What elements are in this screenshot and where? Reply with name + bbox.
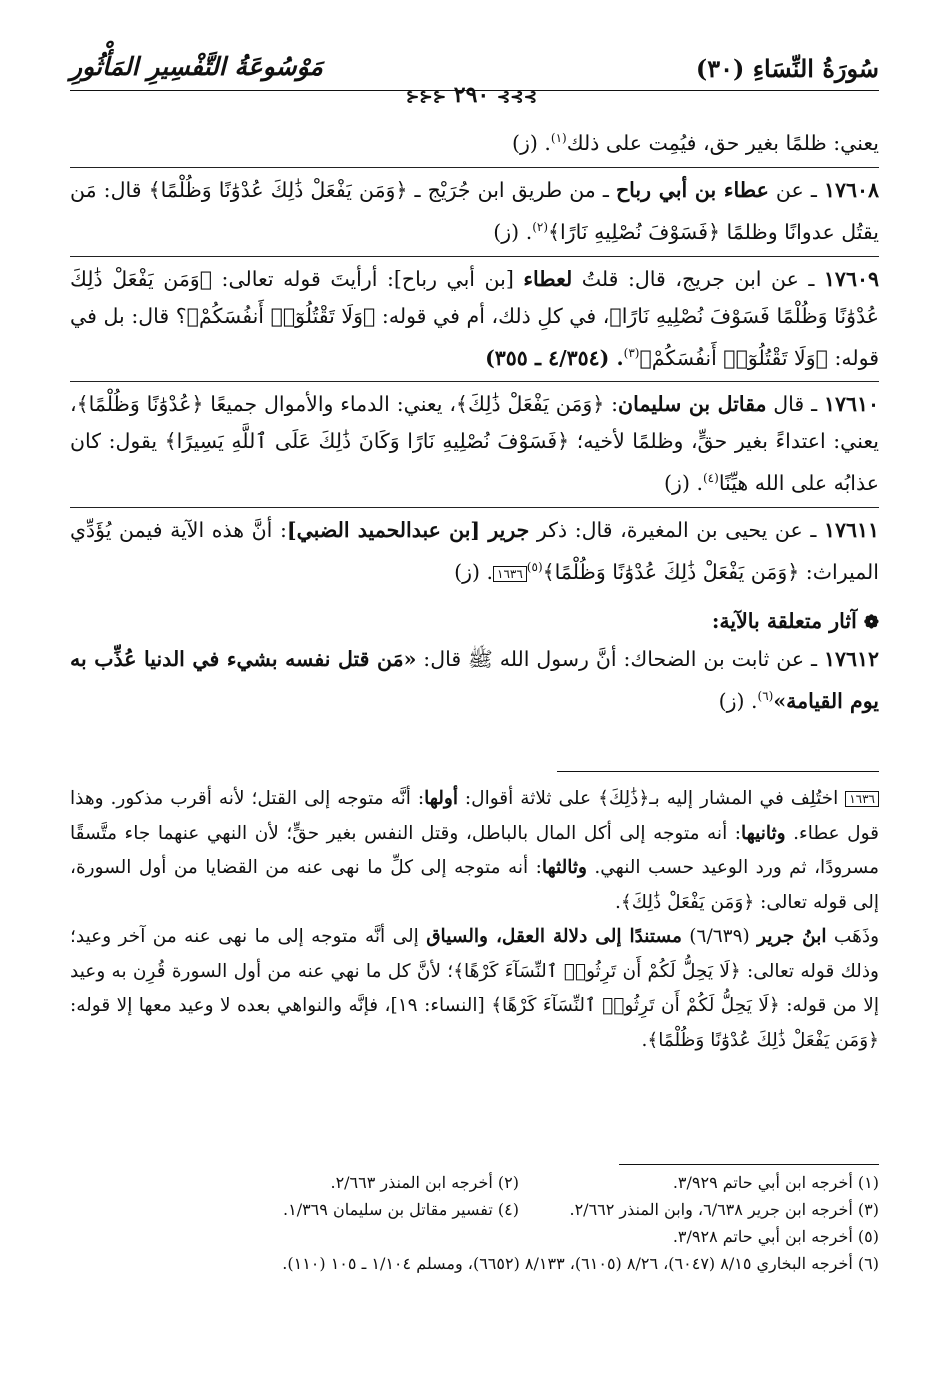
athar-number: ١٧٦١٢ <box>823 647 880 672</box>
surah-title: سُورَةُ النِّسَاءِ (٣٠) <box>695 54 879 83</box>
footnote-ref: (٣) <box>623 345 640 360</box>
athar-entry: ١٧٦١٠ ـ قال مقاتل بن سليمان: ﴿وَمَن يَفْعَلْ ذَٰلِكَ﴾، يعني: الدماء والأموال جميعًا ﴿عُدْوَٰنًا وَظُلْمًا﴾، يعني: اعتداءً بغير حقٍّ، وظلمًا لأخيه؛ ﴿فَسَوْفَ نُصْلِيهِ نَارًا وَكَانَ ذَٰلِكَ عَلَى ٱللَّهِ يَسِيرًا﴾ يقول: كان عذابُه على الله هيِّنًا$^{(٤)}$. (ز) <box>70 392 879 496</box>
narrator-name: لعطاء <box>523 266 573 291</box>
note-number-box: ١٦٣٦ <box>845 791 879 807</box>
footnote-row <box>70 1223 879 1250</box>
footnote: (٤) تفسير مقاتل بن سليمان ١/٣٦٩. <box>283 1200 519 1219</box>
athar-number: ١٧٦١٠ <box>823 392 879 417</box>
footnote-ref: (٤) <box>702 471 719 486</box>
note-paragraph: وذَهَب ابنُ جرير (٦/٦٣٩) مستندًا إلى دلالة العقل، والسياق إلى أنَّه متوجه إلى ما نهى عنه من آخر وعيد؛ وذلك قوله تعالى: ﴿لَا يَحِلُّ لَكُمْ أَن تَرِثُوا۟ ٱلنِّسَآءَ كَرْهًا﴾؛ لأنَّ كل ما نهي عنه من أول السورة قُرِن به وعيد إلا من قوله: ﴿لَا يَحِلُّ لَكُمْ أَن تَرِثُوا۟ ٱلنِّسَآءَ كَرْهًا﴾ [النساء: ١٩]، فإنَّه والنواهي بعده لا وعيد معها إلا قوله: ﴿وَمَن يَفْعَلْ ذَٰلِكَ عُدْوَٰنًا وَظُلْمًا﴾. <box>70 926 880 1051</box>
main-text <box>70 120 879 720</box>
ornament-left: ⊰⊰⊰ <box>405 87 447 106</box>
footnote-separator <box>619 1164 879 1165</box>
footnote-ref: (١) <box>550 131 567 145</box>
commentary-note <box>70 782 879 1058</box>
athar-entry: ١٧٦١٢ ـ عن ثابت بن الضحاك: أنَّ رسول الله ﷺ قال: «مَن قتل نفسه بشيء في الدنيا عُذِّب به يوم القيامة»$^{(٦)}$. (ز) <box>70 647 880 713</box>
footnote-ref: (٦) <box>757 689 774 704</box>
divider <box>70 167 879 168</box>
divider <box>70 507 879 508</box>
hadith-text: «مَن قتل نفسه بشيء في الدنيا عُذِّب به يوم القيامة» <box>70 647 879 713</box>
book-title: مَوْسُوعَةُ التَّفْسِيرِ المَأْثُورِ <box>70 52 323 81</box>
footnote: (٥) أخرجه ابن أبي حاتم ٣/٩٢٨. <box>672 1227 879 1246</box>
footnote-ref: (٥) <box>526 560 543 575</box>
note-ref-box: ١٦٣٦ <box>493 566 527 582</box>
paragraph: يعني: ظلمًا بغير حق، فيُمِت على ذلك$^{(١)}$. (ز) <box>511 130 879 155</box>
footnote: (٢) أخرجه ابن المنذر ٢/٦٦٣. <box>330 1173 519 1192</box>
narrator-name: جرير [بن عبدالحميد الضبي] <box>286 518 530 543</box>
athar-entry: ١٧٦١١ ـ عن يحيى بن المغيرة، قال: ذكر جرير [بن عبدالحميد الضبي]: أنَّ هذه الآية فيمن يُؤَدِّي الميراث: ﴿وَمَن يَفْعَلْ ذَٰلِكَ عُدْوَٰنًا وَظُلْمًا﴾$^{(٥)}$١٦٣٦. (ز) <box>70 518 880 585</box>
narrator-name: عطاء بن أبي رباح <box>615 177 769 202</box>
footnote: (١) أخرجه ابن أبي حاتم ٣/٩٢٩. <box>672 1173 879 1192</box>
footnote: (٣) أخرجه ابن جرير ٦/٦٣٨، وابن المنذر ٢/٦٦٢. <box>569 1200 879 1219</box>
divider <box>70 256 879 257</box>
note-separator <box>557 771 879 772</box>
section-heading: ❁ آثار متعلقة بالآية: <box>711 609 879 634</box>
athar-entry: ١٧٦٠٩ ـ عن ابن جريج، قال: قلتُ لعطاء [بن أبي رباح]: أرأيتَ قوله تعالى: ﴿وَمَن يَفْعَلْ ذَٰلِكَ عُدْوَٰنًا وَظُلْمًا فَسَوْفَ نُصْلِيهِ نَارًا﴾، في كلِ ذلك، أم في قوله: ﴿وَلَا تَقْتُلُوٓا۟ أَنفُسَكُمْ﴾؟ قال: بل في قوله: ﴿وَلَا تَقْتُلُوٓا۟ أَنفُسَكُمْ﴾$^{(٣)}$. (٤/٣٥٤ ـ ٣٥٥) <box>70 266 879 370</box>
ornament-right: ⊱⊱⊱ <box>496 87 538 106</box>
narrator-name: مقاتل بن سليمان <box>618 392 767 417</box>
footnotes <box>70 1169 879 1277</box>
athar-number: ١٧٦٠٨ <box>823 177 879 202</box>
athar-number: ١٧٦٠٩ <box>823 266 879 291</box>
flower-ornament-icon: ❁ <box>863 612 879 634</box>
athar-entry: ١٧٦٠٨ ـ عن عطاء بن أبي رباح ـ من طريق ابن جُرَيْج ـ ﴿وَمَن يَفْعَلْ ذَٰلِكَ عُدْوَٰنًا وَظُلْمًا﴾ قال: مَن يقتُل عدوانًا وظلمًا ﴿فَسَوْفَ نُصْلِيهِ نَارًا﴾$^{(٢)}$. (ز) <box>70 177 879 244</box>
footnote: (٦) أخرجه البخاري ٨/١٥ (٦٠٤٧)، ٨/٢٦ (٦١٠٥)، ٨/١٣٣ (٦٦٥٢)، ومسلم ١/١٠٤ ـ ١٠٥ (١١٠). <box>282 1254 879 1273</box>
divider <box>70 381 879 382</box>
footnote-row <box>70 1169 879 1196</box>
footnote-row <box>70 1196 879 1223</box>
page-number-row <box>0 82 943 108</box>
page-number: ٢٩٠ <box>453 82 490 108</box>
note-paragraph: ١٦٣٦ اختُلِف في المشار إليه بـ﴿ذَٰلِكَ﴾ على ثلاثة أقوال: أولها: أنَّه متوجه إلى القتل؛ لأنه أقرب مذكور. وهذا قول عطاء. وثانيها: أنه متوجه إلى أكل المال بالباطل، وقتل النفس بغير حقٍّ؛ لأن النهي عنهما جاء متَّسقًا مسرودًا، ثم ورد الوعيد حسب النهي. وثالثها: أنه متوجه إلى كلِّ ما نهى عنه من القضايا من أول السورة، إلى قوله تعالى: ﴿وَمَن يَفْعَلْ ذَٰلِكَ﴾. <box>70 788 879 913</box>
athar-number: ١٧٦١١ <box>823 518 880 543</box>
footnote-ref: (٢) <box>532 219 549 234</box>
